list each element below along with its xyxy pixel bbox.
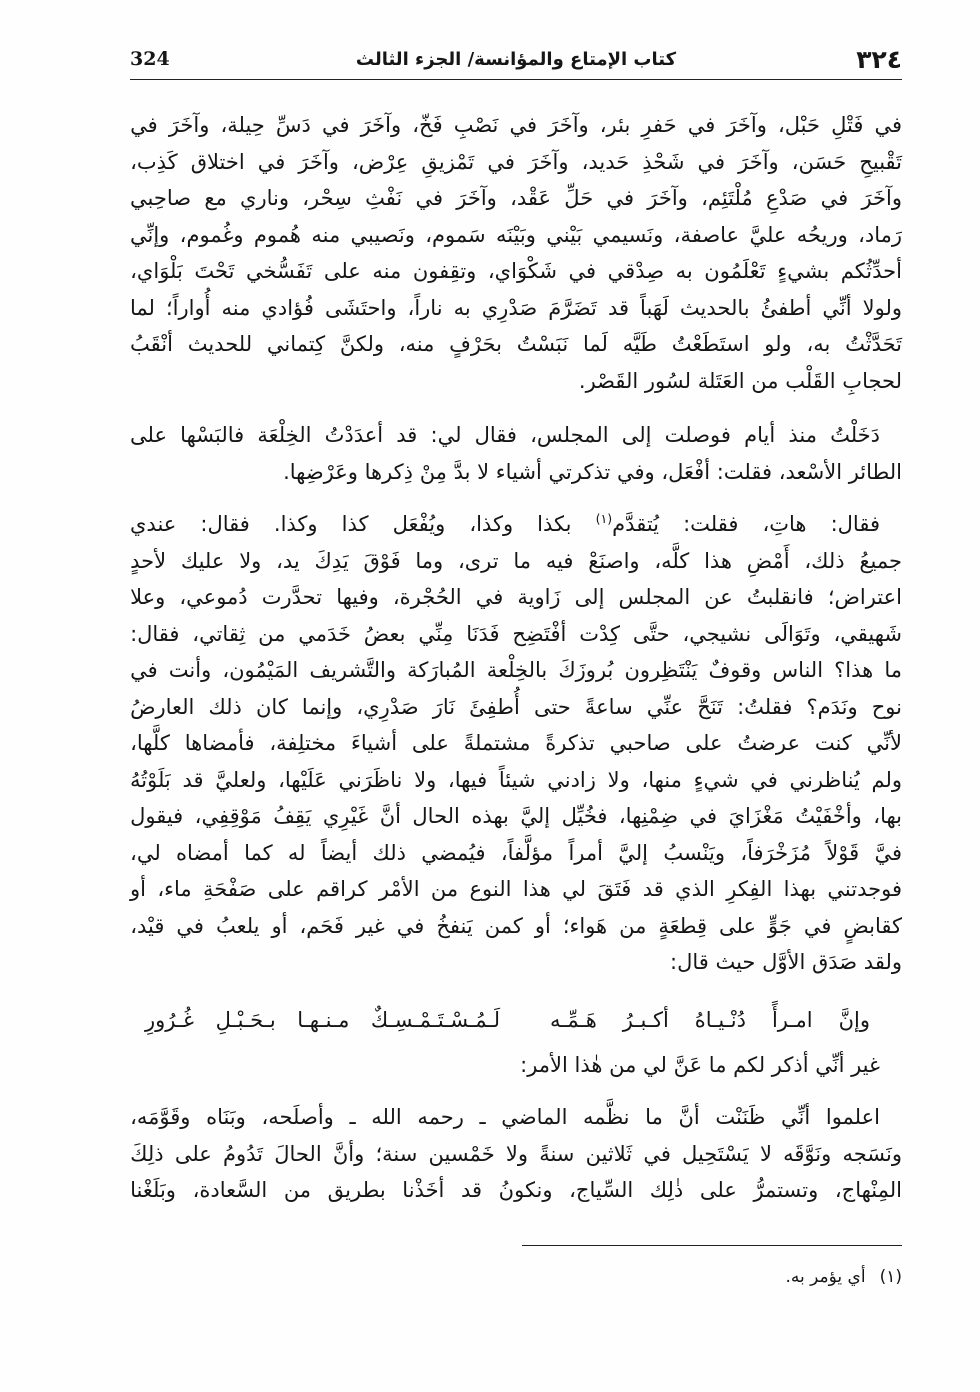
text-line: دَخَلْتُ منذ أيام فوصلت إلى المجلس، فقال لي: قد أعدَدْتُ الخِلْعَة فالبَسْها على — [130, 423, 880, 447]
header-rule — [130, 79, 902, 80]
text-line: لحجابِ القَلْب من العَتَلة لسُور القَصْر. — [578, 368, 902, 393]
text-line: اعلموا أنِّي ظَنَنْت أنَّ ما نظَّمه الماضي ـ رحمه الله ـ وأصلَحه، وبَنَاه وقَوَّمَه، — [130, 1105, 880, 1129]
text-line: غير أنِّي أذكر لكم ما عَنَّ لي من هٰذا الأمر: — [520, 1053, 880, 1077]
footnote-reference: (١) — [595, 511, 613, 526]
page-number-latin: 324 — [130, 48, 170, 70]
paragraph — [130, 1099, 902, 1209]
text-line: ولقد صَدَق الأوَّل حيث قال: — [670, 950, 902, 974]
verse-first-hemistich: وإنَّ امـرأً دُنْـيـاهُ أكـبـرُ هَـمِّـه — [550, 1008, 870, 1032]
footnote-marker: (١) — [879, 1267, 902, 1287]
text-line: كقابضٍ في جَوٍّ على قِطعَةٍ من هَواء؛ أو كمن يَنفخُ في غير فَحَم، أو يلعبُ في قيْد، — [130, 913, 902, 938]
text-line: الطائر الأسْعد، فقلت: أفْعَل، وفي تذكرتي أشياء لا بدَّ مِنْ ذِكرها وعَرْضِها. — [283, 459, 902, 484]
text-line: تَقْبيحِ حَسَن، وآخَرَ في شَحْذِ حَديد، وآخَرَ في تَمْزيقِ عِرْض، وآخَرَ في اختلاق كَذِب، — [130, 149, 902, 174]
text-line: لأنِّي كنت عرضتُ على صاحبي تذكرةً مشتملةً على أشياءَ مختلِفة، فأمضاها كلَّها، — [130, 731, 902, 755]
poetry-verse — [130, 1002, 902, 1039]
text-line: فيَّ قَوْلاً مُزَخْرَفاً، ويَنْسبُ إليَّ أمراً مؤلَّفاً، فيُمضي ذلك أيضاً له كما أمضاه لي، — [130, 840, 902, 865]
paragraph — [130, 417, 902, 490]
page-header — [130, 42, 902, 76]
text-line: ولولا أنِّي أطفئُ بالحديث لَهَباً قد تَضَرَّمَ صَدْرِي به ناراً، واحتَشَى فُؤادي منه أُواراً؛ لما — [130, 295, 902, 320]
text-line: فقال: هاتِ، فقلت: يُتقدَّم$^{(١)}$ بكذا وكذا، ويُفْعَل كذا وكذا. فقال: عندي — [130, 511, 880, 536]
text-line: المِنْهاج، وتستمرُّ على ذٰلِك السِّياج، ونكونُ قد أخَذْنا بطريق من السَّعادة، وبَلَغْنا — [130, 1178, 902, 1202]
text-line: جميعُ ذلك، أَمْضِ هذا كلَّه، واصنَعْ فيه ما ترى، وما فَوْقَ يَدِكَ يد، ولا عليك لأحدٍ — [130, 548, 902, 573]
text-line: ما هذا؟ الناس وقوفٌ يَنْتَظِرون بُروزَكَ بالخِلْعة المُبارَكة والتَّشريف المَيْمُون، وأنت في — [130, 658, 902, 682]
footnote-text: أي يؤمر به. — [785, 1267, 866, 1287]
text-line: بها، وأخْفَيْتُ مَغْزَايَ في ضِمْنِها، فخُيِّل إليَّ بهذه الحال أنَّ غَيْرِي يَقِفُ مَوْقِفِي، فيقول — [130, 804, 902, 828]
text-line: أحدِّثُكم بشيءٍ تَعْلَمُون به صِدْقي في شَكْوَاي، وتقِفون منه على تَفَسُّخي تَحْتَ بَلْوَاي، — [130, 259, 902, 283]
footnote-rule — [522, 1245, 902, 1246]
paragraph — [130, 506, 902, 981]
text-line: ونَسَجه ونَوَّقَه لا يَسْتَحِيل في ثَلاثين سنةً ولا خَمْسين سنة؛ وأنَّ الحالَ تَدُومُ على ذلِكَ — [130, 1141, 902, 1166]
running-title: كتاب الإمتاع والمؤانسة/ الجزء الثالث — [355, 48, 677, 70]
text-line: اعتراض؛ فانقلبتُ عن المجلس إلى زَاوية في الحُجْرة، وفيها تحدَّرت دُموعي، وعلا — [130, 585, 902, 609]
text-line: تَحَدَّثْتُ به، ولو استَطَعْتُ طَيَّه لَما نَبَسْتُ بحَرْفٍ منه، ولكنَّ كِتماني للحديث أنْقَبُ — [130, 332, 902, 356]
verse-second-hemistich: لَـمُـسْـتَـمْـسِـكٌ مـنـهـا بـحَـبْـلِ غُـرُورِ — [145, 1008, 500, 1032]
text-line: ولم يُناظرني في شيءٍ منها، ولا زادني شيئاً فيها، ولا ناظَرَني عَلَيْها، ولعليَّ قد بَلَوْتُهُ — [130, 767, 902, 792]
text-line: نوح ونَدَم؟ فقلتُ: تَنَحَّ عنِّي ساعةً حتى أُطفِئَ نَارَ صَدْرِي، وإنما كان ذلك العارضُ — [130, 694, 902, 719]
text-line: في فَتْلِ حَبْل، وآخَرَ في حَفرِ بئر، وآخَرَ في نَصْبِ فَخّ، وآخَرَ في دَسِّ حِيلة، وآخَرَ في — [130, 113, 902, 137]
paragraph — [130, 107, 902, 399]
text-line: شَهيقي، وتَوَالَى نشيجي، حتَّى كِدْت أفْتَضِح فَدَنَا مِنِّي بعضُ خَدَمي من ثِقاتي، فقال: — [130, 621, 902, 646]
page-number-arabic: ٣٢٤ — [856, 44, 902, 74]
text-line: وآخَرَ في صَدْعِ مُلْتَئِم، وآخَرَ في حَلِّ عَقْد، وآخَرَ في نَفْثِ سِحْر، وناري مع صاحِبي — [130, 186, 902, 210]
footnote — [130, 1262, 902, 1292]
text-line: رَماد، وريحُه عليَّ عاصفة، ونَسيمي بَيْني وبَيْنَه سَموم، ونَصيبي منه هُموم وغُموم، وإنِّي — [130, 222, 902, 247]
paragraph — [130, 1047, 902, 1084]
text-line: فوجدتني بهذا الفِكرِ الذي قد فَتَقَ لي هذا النوع من الأمْر كراقم على صَفْحَةِ ماء، أو — [130, 877, 902, 901]
